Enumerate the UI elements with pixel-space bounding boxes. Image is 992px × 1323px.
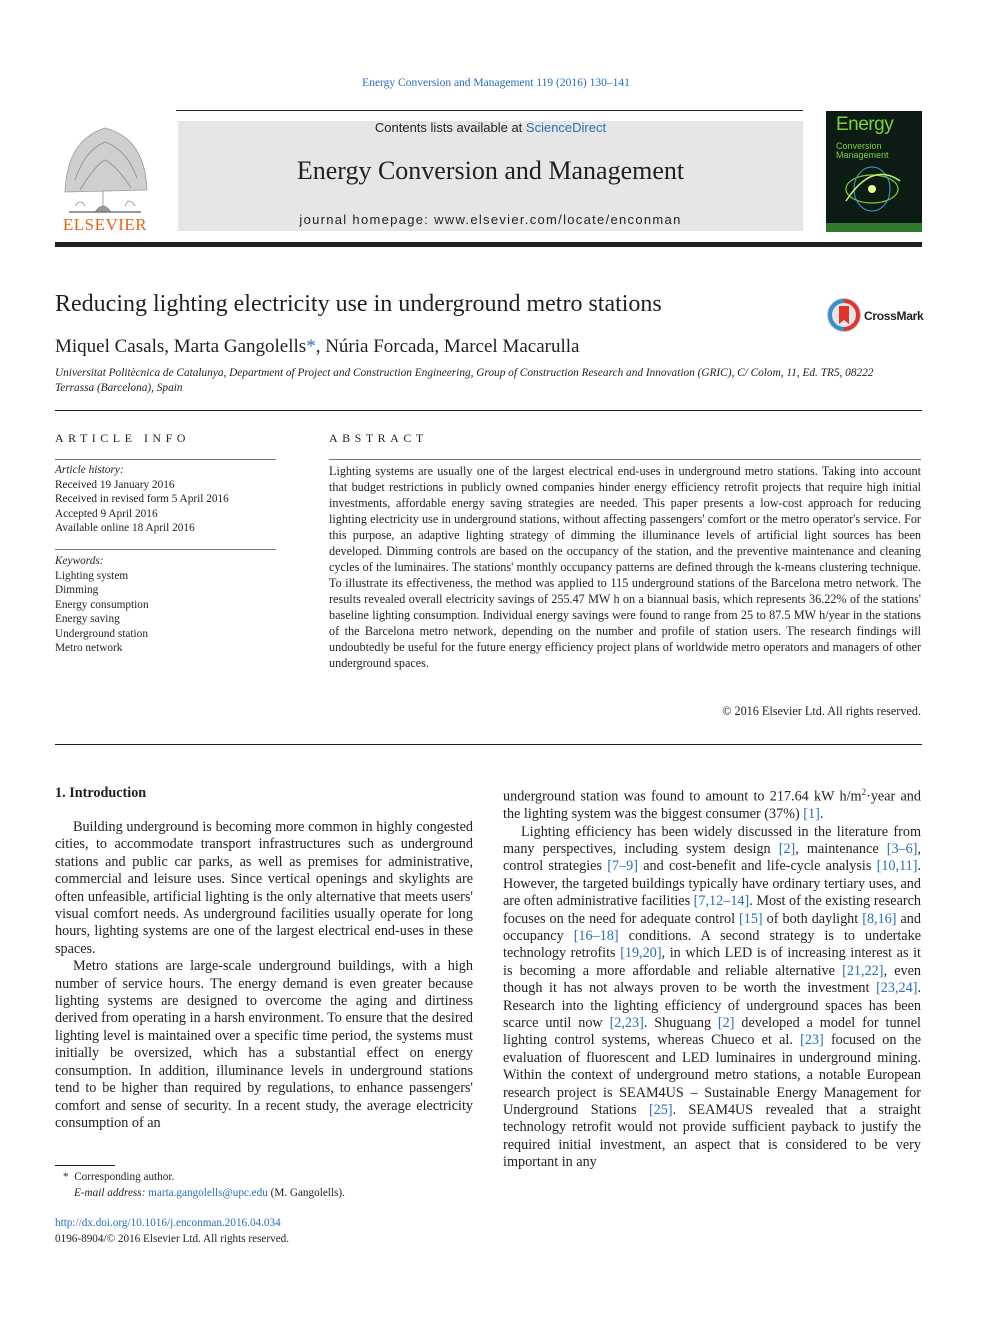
citation-link[interactable]: [15]: [739, 910, 763, 927]
citation-link[interactable]: [1]: [803, 806, 820, 823]
history-online: Available online 18 April 2016: [55, 522, 195, 534]
para-text: . However, the targeted buildings typically have ordinary tertiary uses, and are often administrative facilities: [503, 858, 922, 910]
history-label: Article history:: [55, 464, 124, 476]
history-received: Received 19 January 2016: [55, 478, 175, 491]
intro-paragraph-2-continued: [503, 784, 921, 824]
keyword-item: Dimming: [55, 584, 99, 596]
para-text: . Research into the lighting efficiency of underground spaces has been scarce until now: [503, 980, 921, 1032]
intro-paragraph-1: Building underground is becoming more common in highly congested cities, to accommodate transport infrastructures such as underground stations and public car parks, as well as premises for administrative, commercial and leisure uses. Since vertical openings and skylights are often unfeasible, artificial lighting is the only alternative that meets users' visual comfort needs. As underground facilities usually operate for long hours, lighting systems are one of the largest electrical end-uses in these spaces.: [55, 819, 473, 957]
para-text: ·year and the lighting system was the biggest consumer (37%): [503, 788, 921, 823]
crossmark-label[interactable]: CrossMark: [864, 309, 924, 323]
authors-part-1: Miquel Casals, Marta Gangolells: [55, 336, 307, 357]
journal-title[interactable]: Energy Conversion and Management: [296, 156, 685, 185]
doi-link[interactable]: http://dx.doi.org/10.1016/j.enconman.2016.04.034: [55, 1217, 281, 1229]
citation-link[interactable]: [25]: [648, 1102, 673, 1119]
para-text: developed a model for tunnel lighting control systems, whereas Chueco et al.: [503, 1015, 921, 1049]
elsevier-tree-icon: [55, 120, 155, 236]
para-text: focused on the evaluation of fluorescent and LED luminaires in underground mining. Within the context of underground metro stations, a notable European research project is SEAM4US – Sustainable Energy Management for Underground Stations: [503, 1032, 921, 1119]
masthead-top-rule: [176, 110, 803, 111]
citation-link[interactable]: [21,22]: [842, 962, 884, 979]
para-text: underground station was found to amount to 217.64 kW h/m: [503, 788, 862, 805]
citation-link[interactable]: [10,11]: [876, 858, 918, 875]
author-list: [55, 336, 579, 358]
citation-link[interactable]: [2]: [778, 840, 796, 857]
citation-link[interactable]: [16–18]: [573, 927, 619, 944]
footnote-email-line: [55, 1186, 475, 1202]
body-column-left: [55, 819, 473, 1132]
sciencedirect-link[interactable]: ScienceDirect: [525, 120, 607, 135]
article-history: [55, 463, 276, 536]
body-column-right: [503, 784, 921, 1172]
keyword-item: Lighting system: [55, 569, 129, 582]
intro-paragraph-3: [503, 824, 921, 1172]
para-text: of both daylight: [762, 910, 863, 927]
masthead-bottom-rule: [55, 242, 922, 247]
cover-title-subtitle: [836, 142, 889, 160]
keyword-item: Underground station: [55, 627, 148, 640]
para-text: .: [819, 806, 824, 823]
contents-prefix: Contents lists available at: [374, 120, 526, 135]
abstract-copyright: © 2016 Elsevier Ltd. All rights reserved.: [722, 704, 921, 718]
history-revised: Received in revised form 5 April 2016: [55, 493, 229, 505]
cover-title-energy: Energy: [836, 114, 894, 135]
para-text: and cost-benefit and life-cycle analysis: [637, 858, 877, 875]
superscript-2: 2: [861, 787, 867, 797]
corresponding-author-mark[interactable]: *: [306, 336, 316, 357]
keyword-item: Metro network: [55, 642, 123, 654]
abstract-rule: [329, 459, 921, 460]
email-suffix: (M. Gangolells).: [267, 1186, 345, 1199]
article-info-heading: ARTICLE INFO: [55, 431, 190, 445]
para-text: . SEAM4US revealed that a straight technology retrofit would not provide sufficient payback to justify the required initial investment, an aspect that is considered to be very important in any: [503, 1102, 921, 1171]
citation-link[interactable]: [19,20]: [620, 945, 662, 962]
header-separator-rule: [55, 410, 922, 411]
citation-link[interactable]: [2,23]: [609, 1015, 644, 1032]
para-text: and occupancy: [503, 910, 921, 944]
citation-link[interactable]: [3–6]: [886, 840, 918, 857]
author-affiliation: Universitat Politècnica de Catalunya, Department of Project and Construction Engineering, Group of Construction Research and Innovation (GRIC), C/ Colom, 11, Ed. TR5, 08222 Terrassa (Barcelona), Spain: [55, 367, 874, 394]
footnote-corresponding-text: Corresponding author.: [74, 1171, 175, 1183]
abstract-heading: ABSTRACT: [329, 431, 428, 445]
cover-title-management: Management: [836, 150, 889, 160]
keyword-item: Energy consumption: [55, 598, 149, 611]
corresponding-author-footnote: [55, 1170, 475, 1201]
crossmark-icon: [826, 297, 862, 333]
keyword-item: Energy saving: [55, 613, 120, 625]
authors-part-2: , Núria Forcada, Marcel Macarulla: [315, 336, 580, 357]
para-text: . Most of the existing research focuses on the need for adequate control: [503, 893, 922, 927]
history-accepted: Accepted 9 April 2016: [55, 507, 158, 520]
citation-link[interactable]: [2]: [717, 1015, 735, 1032]
article-info-rule: [55, 459, 276, 460]
paper-title: Reducing lighting electricity use in underground metro stations: [55, 291, 662, 317]
footnote-rule: [55, 1165, 115, 1166]
para-text: , in which LED is of increasing interest as it is becoming a more affordable and reliable alternative: [503, 945, 921, 979]
contents-availability-line: [178, 120, 803, 135]
doi-block: [55, 1216, 289, 1247]
para-text: conditions. A second strategy is to undertake technology retrofits: [503, 927, 921, 962]
intro-paragraph-2: Metro stations are large-scale underground buildings, with a high number of service hours. The energy demand is even greater because lighting systems are designed to overcome the aging and dirtiness derived from operating in a harsh environment. To ensure that the desired lighting level is maintained over a specific time period, the systems must initially be oversized, which has a substantial effect on energy consumption. In addition, illuminance levels in underground stations tend to be higher than required by regulations, to enhance passengers' comfort and sense of security. In a recent study, the average electricity consumption of an: [55, 958, 473, 1131]
abstract-body: Lighting systems are usually one of the largest electrical end-uses in underground metro stations. Taking into account that budget restrictions in publicly owned companies hinder energy efficiency retrofit projects that require high initial investments, affordable energy saving strategies are needed. This paper presents a low-cost approach for reducing lighting electricity use in underground stations, without affecting passengers' comfort or the metro operator's service. For this purpose, an adaptive lighting strategy of dimming the illuminance levels of artificial light sources has been developed. Dimming controls are based on the occupancy of the station, and the preventive maintenance and cleaning cycles of the luminaires. The stations' monthly occupancy patterns are defined through the k-means clustering technique. To illustrate its effectiveness, the method was applied to 115 underground stations of the Barcelona metro network. The results revealed overall electricity savings of 255.47 MW h on a biannual basis, which represents 36.22% of the stations' baseline lighting consumption. Individual energy savings were found to range from 25 to 87.5 MW h/year in the stations of the Barcelona metro network, depending on the number and profile of station users. The research findings will undoubtedly be useful for the future energy efficiency project plans of worldwide metro operators and managers of other underground spaces.: [329, 464, 921, 670]
journal-homepage-link[interactable]: journal homepage: www.elsevier.com/locate/enconman: [299, 212, 682, 227]
para-text: , maintenance: [795, 840, 887, 857]
para-text: . Shuguang: [643, 1015, 718, 1032]
citation-link[interactable]: [7–9]: [607, 858, 638, 875]
elsevier-logo[interactable]: [55, 120, 155, 236]
citation-link[interactable]: [23]: [800, 1032, 824, 1049]
email-label: E-mail address:: [74, 1186, 146, 1199]
footnote-corresponding: [55, 1170, 475, 1186]
section-heading-introduction: 1. Introduction: [55, 785, 147, 801]
citation-link[interactable]: [8,16]: [862, 910, 897, 927]
journal-citation-link[interactable]: Energy Conversion and Management 119 (2016) 130–141: [362, 77, 630, 89]
cover-title-conversion: Conversion: [836, 141, 882, 151]
issn-copyright-line: 0196-8904/© 2016 Elsevier Ltd. All rights reserved.: [55, 1232, 290, 1245]
para-text: Lighting efficiency has been widely discussed in the literature from many perspectives, including system design: [503, 823, 921, 857]
abstract-separator-rule: [55, 744, 922, 745]
para-text: , control strategies: [503, 840, 921, 875]
citation-link[interactable]: [23,24]: [876, 980, 918, 997]
keywords-label: Keywords:: [55, 555, 104, 567]
citation-link[interactable]: [7,12–14]: [693, 893, 750, 910]
elsevier-wordmark: ELSEVIER: [62, 215, 148, 234]
author-email-link[interactable]: marta.gangolells@upc.edu: [148, 1186, 268, 1199]
para-text: , even though it has not always proven to be worth the investment: [503, 962, 921, 997]
footnote-mark: *: [63, 1171, 69, 1183]
keywords-rule: [55, 549, 276, 550]
keywords-list: [55, 554, 276, 656]
